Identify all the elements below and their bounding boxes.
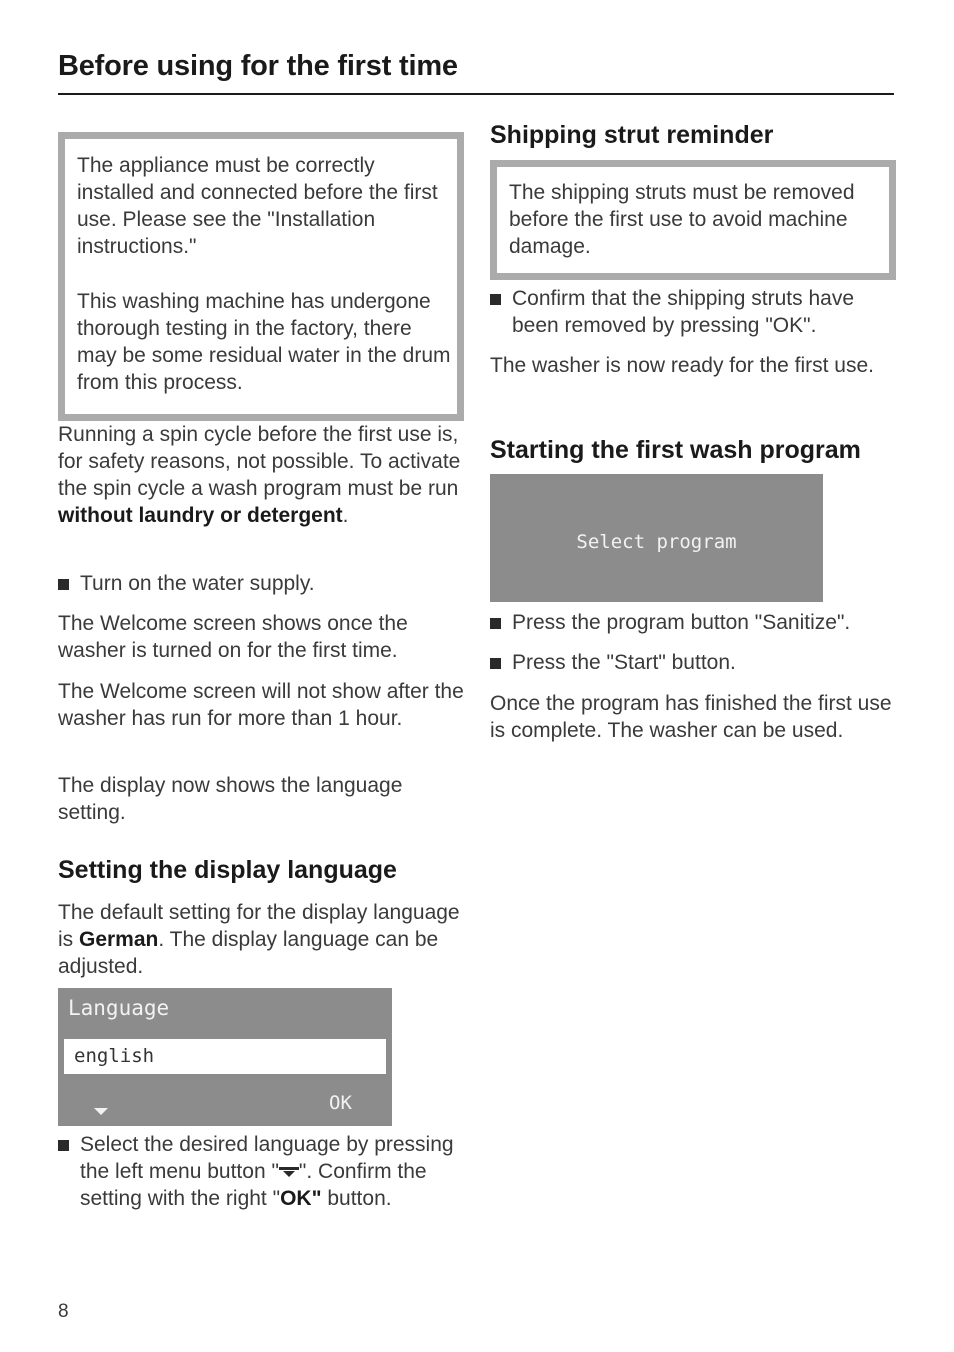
bullet-text: Press the "Start" button. bbox=[512, 651, 736, 674]
spin-text-end: . bbox=[342, 504, 349, 527]
bullet-item bbox=[58, 1131, 468, 1241]
bullet-square-icon bbox=[58, 1140, 69, 1151]
display-language-paragraph bbox=[58, 772, 463, 826]
default-text-bold: German bbox=[79, 928, 159, 951]
program-display-screen bbox=[490, 474, 823, 602]
select-text-bold: OK" bbox=[280, 1187, 322, 1210]
spin-paragraph bbox=[58, 421, 463, 529]
bullet-square-icon bbox=[490, 618, 501, 629]
notice-paragraph: The appliance must be correctly installed and connected before the first use. Please see the "Installation instructions." bbox=[77, 154, 438, 258]
installation-notice-box bbox=[58, 132, 464, 421]
bullet-item bbox=[490, 285, 895, 339]
section-heading: Shipping strut reminder bbox=[490, 121, 774, 149]
display-language-text: The display now shows the language setting. bbox=[58, 774, 403, 824]
bullet-item bbox=[58, 570, 463, 597]
welcome-text: The Welcome screen will not show after the washer has run for more than 1 hour. bbox=[58, 680, 464, 730]
default-text-end: . The display language can be adjusted. bbox=[58, 928, 439, 978]
welcome-paragraph-1 bbox=[58, 610, 463, 664]
bullet-square-icon bbox=[490, 294, 501, 305]
spin-text: Running a spin cycle before the first use is, for safety reasons, not possible. To activate the spin cycle a wash program must be run bbox=[58, 423, 461, 500]
ready-text: The washer is now ready for the first use. bbox=[490, 354, 874, 377]
section-heading: Setting the display language bbox=[58, 856, 397, 884]
complete-text: Once the program has finished the first use is complete. The washer can be used. bbox=[490, 692, 892, 742]
default-text: The default setting for the display language is bbox=[58, 901, 460, 951]
shipping-strut-notice-box bbox=[490, 160, 896, 280]
strut-notice-text: The shipping struts must be removed before the first use to avoid machine damage. bbox=[509, 181, 855, 258]
bullet-square-icon bbox=[58, 579, 69, 590]
select-text-mid: ". Confirm the setting with the right " bbox=[80, 1160, 427, 1210]
bullet-text: Confirm that the shipping struts have been removed by pressing "OK". bbox=[512, 287, 855, 337]
down-arrow-icon[interactable] bbox=[94, 1101, 108, 1109]
language-screen-title: Language bbox=[68, 996, 170, 1020]
ready-paragraph bbox=[490, 352, 890, 379]
notice-paragraph: This washing machine has undergone thorough testing in the factory, there may be some residual water in the drum from this process. bbox=[77, 290, 451, 394]
bullet-text bbox=[80, 1131, 465, 1212]
complete-paragraph bbox=[490, 690, 895, 744]
ok-button[interactable]: OK bbox=[329, 1092, 352, 1114]
welcome-text: The Welcome screen shows once the washer is turned on for the first time. bbox=[58, 612, 408, 662]
section-heading: Starting the first wash program bbox=[490, 436, 861, 464]
default-language-paragraph bbox=[58, 899, 463, 980]
down-arrow-icon bbox=[279, 1166, 299, 1178]
bullet-text: Turn on the water supply. bbox=[80, 572, 315, 595]
bullet-square-icon bbox=[490, 658, 501, 669]
select-text-end: button. bbox=[321, 1187, 392, 1210]
language-display-screen bbox=[58, 988, 392, 1126]
page-number: 8 bbox=[58, 1301, 69, 1322]
select-text: Select the desired language by pressing the left menu button " bbox=[80, 1133, 454, 1183]
select-program-text: Select program bbox=[576, 531, 737, 553]
spin-text-bold: without laundry or detergent bbox=[58, 504, 343, 527]
bullet-text: Press the program button "Sanitize". bbox=[512, 611, 851, 634]
bullet-item bbox=[490, 609, 895, 636]
welcome-paragraph-2 bbox=[58, 678, 468, 732]
bullet-item bbox=[490, 649, 895, 676]
language-value-field: english bbox=[64, 1039, 386, 1074]
page-title: Before using for the first time bbox=[58, 50, 894, 95]
